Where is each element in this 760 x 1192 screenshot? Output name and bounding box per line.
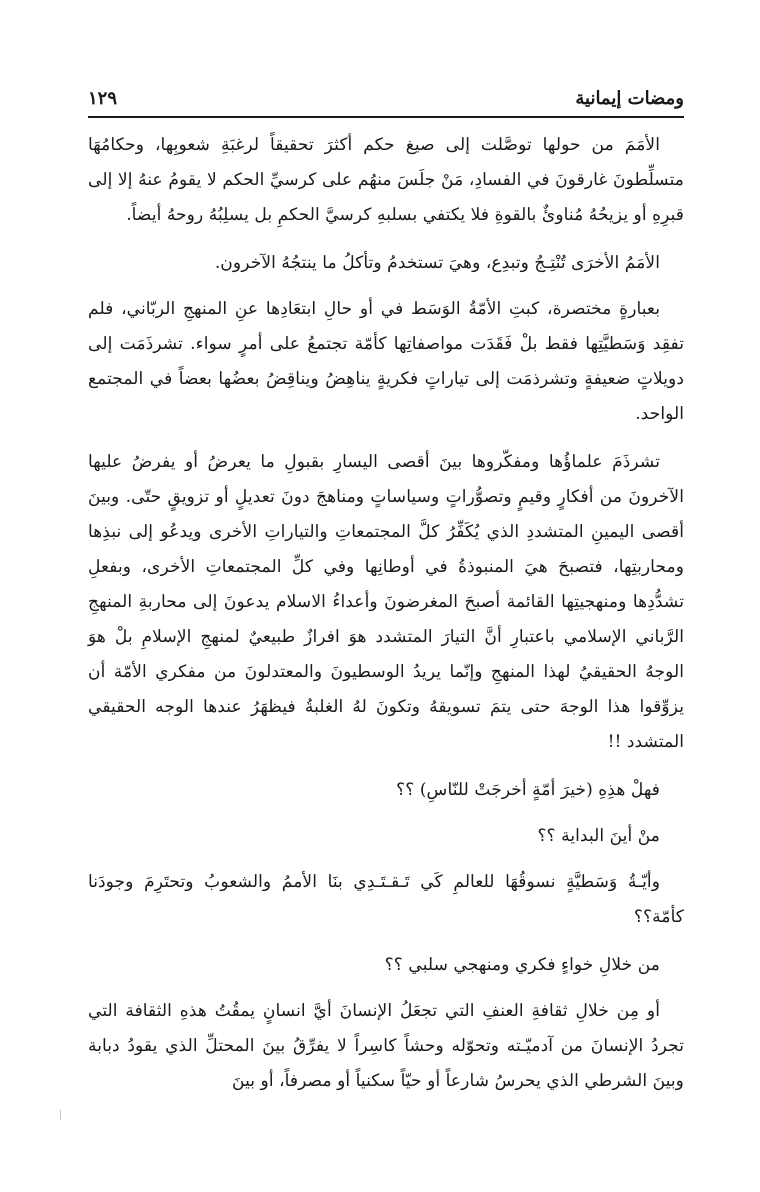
body-text xyxy=(88,128,684,1099)
header-rule xyxy=(88,116,684,118)
page-number: ١٢٩ xyxy=(88,88,118,109)
paragraph: وأيّـةُ وَسَطيَّةٍ نسوقُهَا للعالمِ كَي تَـقـتَـدِي بنَا الأممُ والشعوبُ وتحتَرِمَ وجودَنا كأمّة؟؟ xyxy=(88,872,684,927)
paragraph: فهلْ هذِهِ (خيرَ أمّةٍ أخرجَتْ للنّاسِ) ؟؟ xyxy=(396,780,660,800)
paragraph: منْ أينَ البداية ؟؟ xyxy=(537,826,660,846)
paragraph: من خلالِ خواءٍ فكري ومنهجي سلبي ؟؟ xyxy=(384,955,660,975)
paragraph: الأمَمُ الأخرَى تُنْتِـجُ وتبدِع، وهيَ تستخدمُ وتأكلُ ما ينتجُهُ الآخرون. xyxy=(214,253,660,273)
paragraph: تشرذَمَ علماؤُها ومفكّروها بينَ أقصى اليسارِ بقبولِ ما يعرضُ أو يفرضُ عليها الآخرونَ من أفكارٍ وقيمٍ وتصوُّراتٍ وسياساتٍ ومناهجَ دونَ تعديلٍ أو تزويقٍ حتّى. وبينَ أقصى اليمينِ المتشددِ الذي يُكَفِّرُ كلَّ المجتمعاتِ والتياراتِ الأخرى ويدعُو إلى نبذِها ومحاربتِها، فتصبحَ هيَ المنبوذةُ في أوطانِها وفي كلِّ المجتمعاتِ الأخرى، وبفعلِ تشدُّدِها ومنهجيتِها القائمة أصبحَ المغرضونَ وأعداءُ الاسلام يدعونَ إلى محاربةِ المنهجِ الرَّباني الإسلامي باعتبارِ أنَّ التيارَ المتشدد هوَ افرازٌ طبيعيٌ لمنهجِ الإسلامِ بلْ هوَ الوجهُ الحقيقيُ لهذا المنهجِ وإنّما يريدُ الوسطيونَ والمعتدلونَ من مفكري الأمّة أن يزوِّقوا هذا الوجهَ حتى يتمَ تسويقهُ وتكونَ لهُ الغلبةُ فيظهَرُ عندها الوجه الحقيقي المتشدد !! xyxy=(88,452,684,752)
paragraph: الأمَمَ من حولها توصَّلت إلى صيغ حكم أكثرَ تحقيقاً لرغبَةِ شعوبِها، وحكامُهَا متسلِّطونَ غارقونَ في الفسادِ، مَنْ جلَسَ منهُم على كرسيِّ الحكم لا يقومُ عنهُ إلا إلى قبرِهِ أو يزيحُهُ مُناوئٌ بالقوةِ فلا يكتفي بسلبهِ كرسيَّ الحكمِ بل يسلِبُهُ روحهُ أيضاً. xyxy=(88,135,684,225)
header-title: ومضات إيمانية xyxy=(575,88,684,109)
paragraph: بعبارةٍ مختصرة، كبتِ الأمّةُ الوَسَط في أو حالِ ابتعَادِها عنِ المنهجِ الربّاني، فلم تفقِد وَسَطيَّتِها فقط بلْ فَقَدَت مواصفاتِها كأمّة تجتمعُ على أمرٍ سواء. تشرذَمَت إلى دويلاتٍ ضعيفةٍ وتشرذمَت إلى تياراتٍ فكريةٍ يناهِضُ ويناقِضُ بعضُها بعضاً في المجتمع الواحد. xyxy=(88,299,684,424)
paragraph: أو مِن خلالِ ثقافةِ العنفِ التي تجعَلُ الإنسانَ أيَّ انسانٍ يمقُتُ هذهِ الثقافة التي تجردُ الإنسانَ من آدميّـته وتحوّله وحشاً كاسِراً لا يفرِّقُ بينَ المحتلِّ الذي يقودُ دبابة وبينَ الشرطي الذي يحرسُ شارعاً أو حيّاً سكنياً أو مصرفاً، أو بينَ xyxy=(88,1001,684,1091)
book-page xyxy=(88,84,684,1144)
scan-mark xyxy=(60,1110,61,1120)
running-header xyxy=(88,84,684,114)
